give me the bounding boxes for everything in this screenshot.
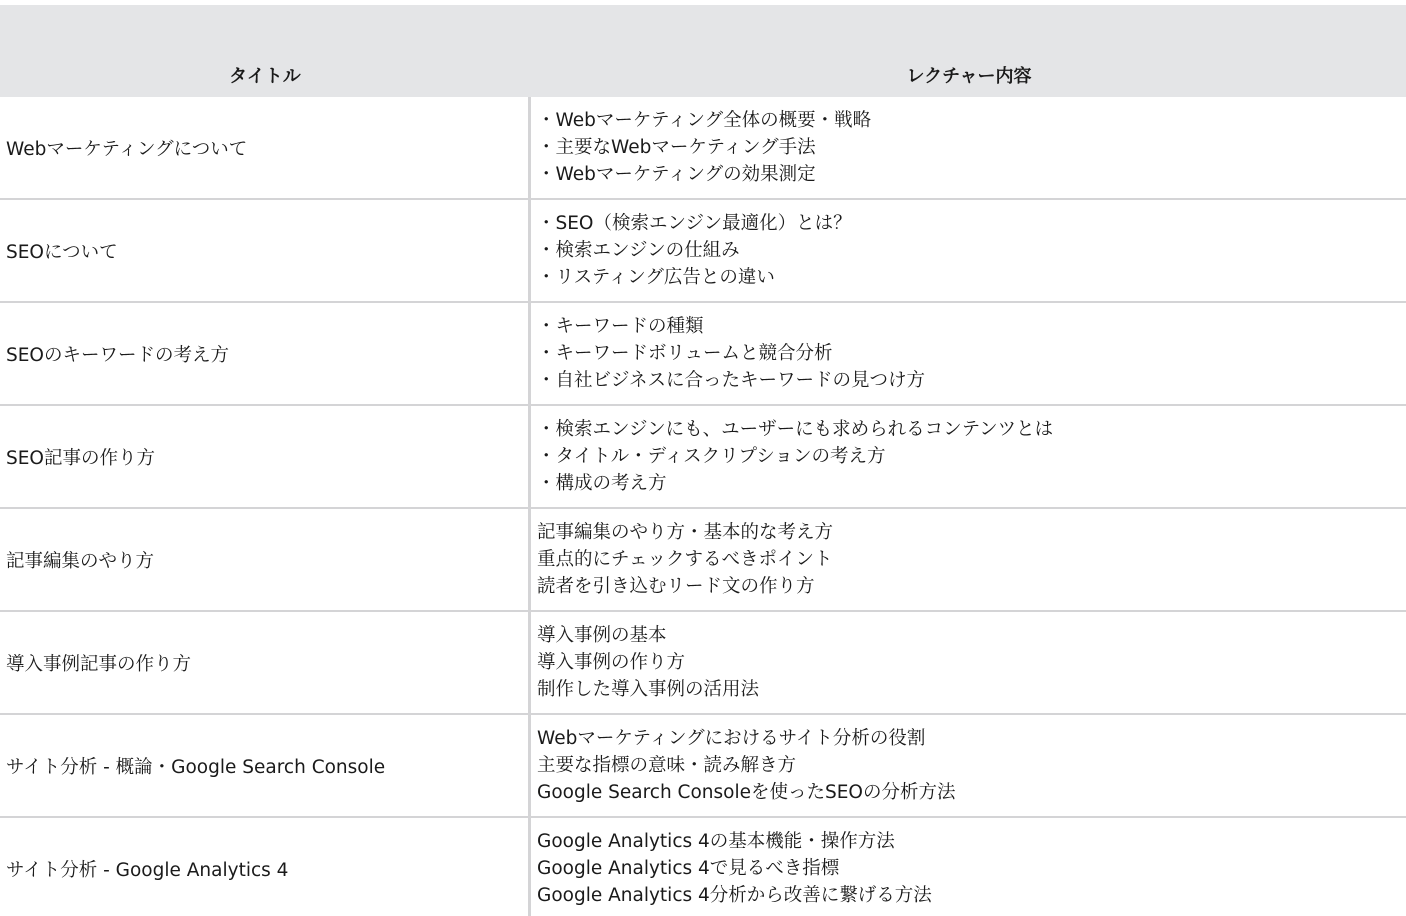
- column-divider: [528, 406, 531, 507]
- content-line: 読者を引き込むリード文の作り方: [537, 576, 815, 597]
- row-content: [537, 715, 1406, 816]
- column-divider: [528, 509, 531, 610]
- column-divider: [528, 715, 531, 816]
- column-divider: [528, 612, 531, 713]
- content-line: ・主要なWebマーケティング手法: [537, 137, 816, 158]
- row-content: [537, 406, 1406, 507]
- table-row: [0, 612, 1406, 715]
- row-content: [537, 200, 1406, 301]
- table-header: [0, 5, 1406, 97]
- table-row: [0, 818, 1406, 916]
- content-line: 導入事例の作り方: [537, 652, 686, 673]
- content-line: ・自社ビジネスに合ったキーワードの見つけ方: [537, 370, 925, 391]
- table-body: [0, 97, 1406, 916]
- column-divider: [528, 303, 531, 404]
- content-line: ・キーワードボリュームと競合分析: [537, 343, 833, 364]
- content-line: Google Analytics 4で見るべき指標: [537, 858, 840, 879]
- content-line: ・SEO（検索エンジン最適化）とは？: [537, 213, 852, 234]
- content-line: 主要な指標の意味・読み解き方: [537, 755, 797, 776]
- table-row: [0, 200, 1406, 303]
- row-content: [537, 818, 1406, 916]
- content-line: Google Search Consoleを使ったSEOの分析方法: [537, 782, 956, 803]
- table-row: [0, 97, 1406, 200]
- column-divider: [528, 97, 531, 198]
- content-line: Google Analytics 4の基本機能・操作方法: [537, 831, 895, 852]
- content-line: Webマーケティングにおけるサイト分析の役割: [537, 728, 926, 749]
- table-row: [0, 509, 1406, 612]
- row-title: SEO記事の作り方: [6, 447, 155, 469]
- table-row: [0, 303, 1406, 406]
- row-title: SEOについて: [6, 241, 118, 263]
- row-title: 導入事例記事の作り方: [6, 653, 192, 675]
- content-line: ・タイトル・ディスクリプションの考え方: [537, 446, 886, 467]
- header-title-column: タイトル: [229, 66, 301, 87]
- content-line: ・Webマーケティング全体の概要・戦略: [537, 110, 872, 131]
- row-title: Webマーケティングについて: [6, 138, 248, 160]
- row-content: [537, 303, 1406, 404]
- content-line: ・リスティング広告との違い: [537, 267, 775, 288]
- table-row: [0, 715, 1406, 818]
- row-title: サイト分析 - Google Analytics 4: [6, 859, 289, 881]
- row-title: サイト分析 - 概論・Google Search Console: [6, 756, 386, 778]
- content-line: 制作した導入事例の活用法: [537, 679, 760, 700]
- content-line: 記事編集のやり方・基本的な考え方: [537, 522, 834, 543]
- row-content: [537, 612, 1406, 713]
- content-line: ・検索エンジンにも、ユーザーにも求められるコンテンツとは: [537, 419, 1054, 440]
- row-title: 記事編集のやり方: [6, 550, 155, 572]
- row-content: [537, 97, 1406, 198]
- content-line: ・構成の考え方: [537, 473, 667, 494]
- content-line: ・検索エンジンの仕組み: [537, 240, 740, 261]
- content-line: Google Analytics 4分析から改善に繋げる方法: [537, 885, 932, 906]
- row-title: SEOのキーワードの考え方: [6, 344, 229, 366]
- row-content: [537, 509, 1406, 610]
- column-divider: [528, 818, 531, 916]
- content-line: ・キーワードの種類: [537, 316, 704, 337]
- header-content-column: レクチャー内容: [906, 66, 1032, 87]
- content-line: 導入事例の基本: [537, 625, 667, 646]
- content-line: 重点的にチェックするべきポイント: [537, 549, 833, 570]
- content-line: ・Webマーケティングの効果測定: [537, 164, 816, 185]
- table-row: [0, 406, 1406, 509]
- column-divider: [528, 200, 531, 301]
